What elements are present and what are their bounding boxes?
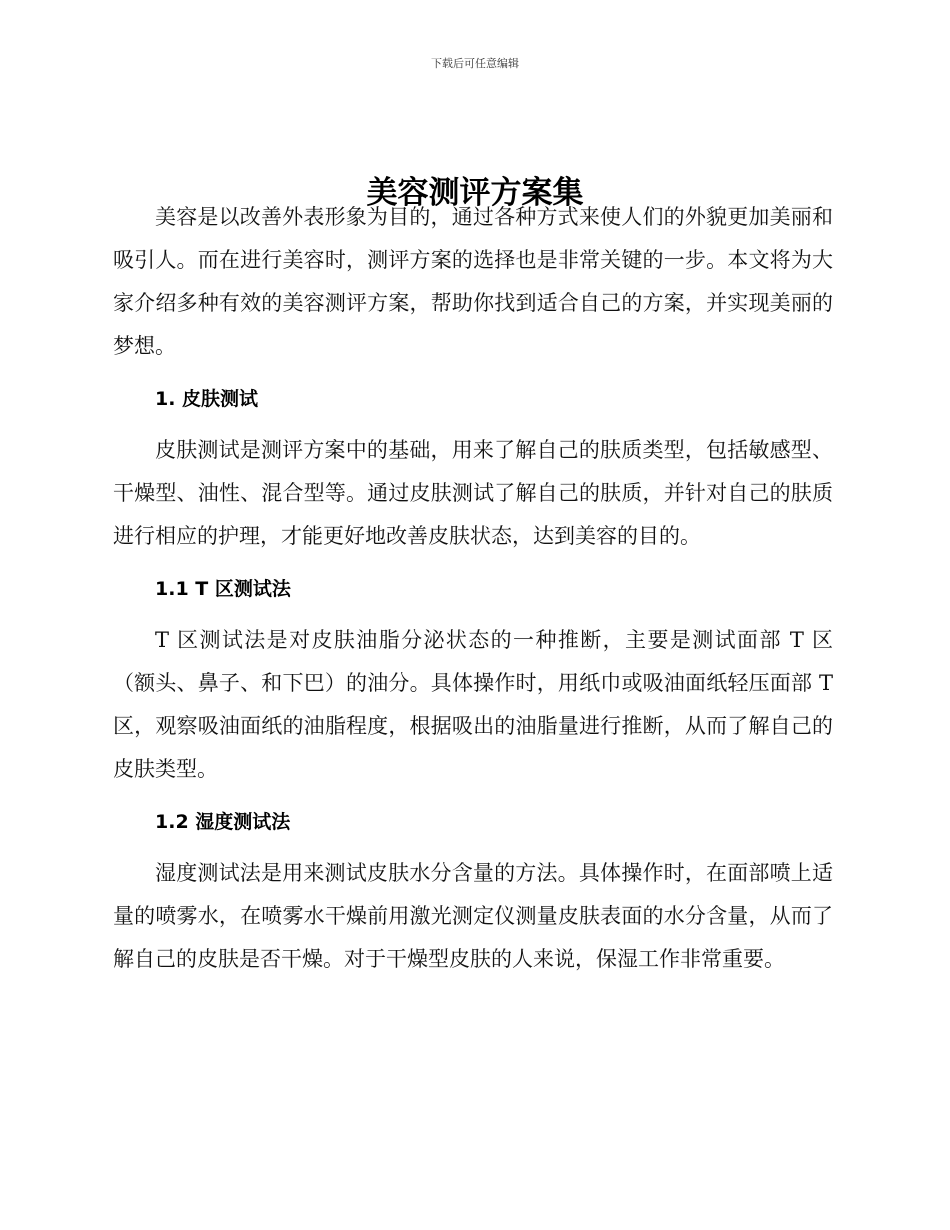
- section-heading-t-zone: 1.1 T 区测试法: [155, 578, 291, 600]
- section-heading-humidity: 1.2 湿度测试法: [155, 811, 291, 833]
- section-paragraph-t-zone: T 区测试法是对皮肤油脂分泌状态的一种推断，主要是测试面部 T 区（额头、鼻子、和下巴）的油分。具体操作时，用纸巾或吸油面纸轻压面部 T 区，观察吸油面纸的油脂程度，根据吸出的油脂量进行推断，从而了解自己的皮肤类型。: [113, 628, 833, 781]
- section-paragraph-skin-test: 皮肤测试是测评方案中的基础，用来了解自己的肤质类型，包括敏感型、干燥型、油性、混合型等。通过皮肤测试了解自己的肤质，并针对自己的肤质进行相应的护理，才能更好地改善皮肤状态，达到美容的目的。: [113, 438, 833, 548]
- intro-paragraph: 美容是以改善外表形象为目的，通过各种方式来使人们的外貌更加美丽和吸引人。而在进行美容时，测评方案的选择也是非常关键的一步。本文将为大家介绍多种有效的美容测评方案，帮助你找到适合自己的方案，并实现美丽的梦想。: [113, 205, 833, 358]
- section-paragraph-humidity: 湿度测试法是用来测试皮肤水分含量的方法。具体操作时，在面部喷上适量的喷雾水，在喷雾水干燥前用激光测定仪测量皮肤表面的水分含量，从而了解自己的皮肤是否干燥。对于干燥型皮肤的人来说，保湿工作非常重要。: [113, 861, 833, 971]
- section-heading-skin-test: 1. 皮肤测试: [155, 388, 259, 410]
- header-note: 下载后可任意编辑: [431, 57, 519, 70]
- document-title: 美容测评方案集: [366, 174, 584, 211]
- document-body: [113, 196, 833, 981]
